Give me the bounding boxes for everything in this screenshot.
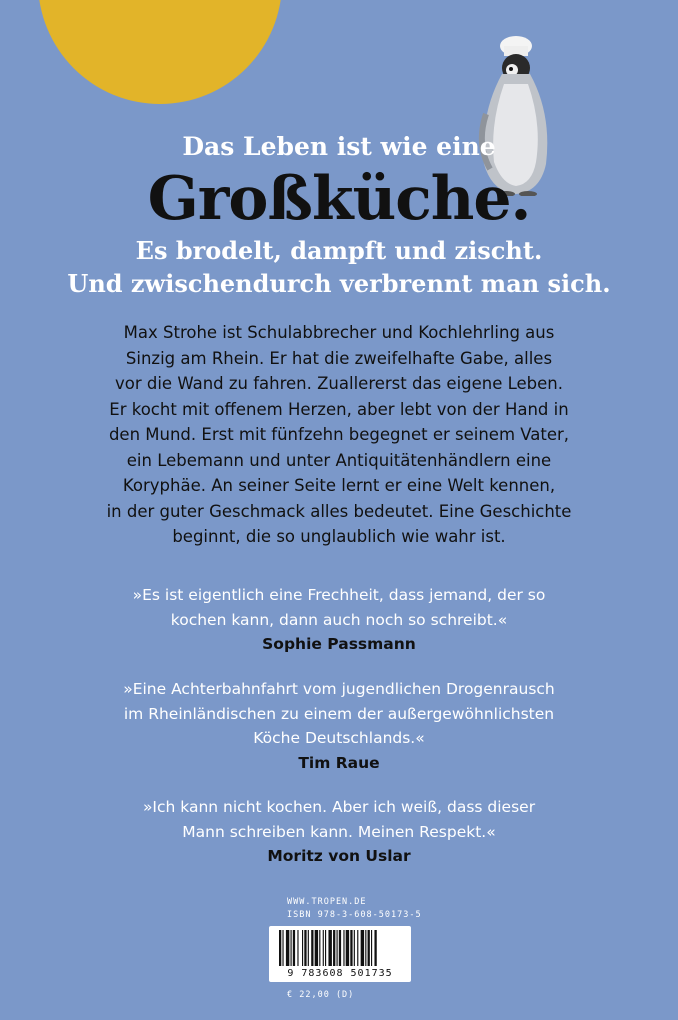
barcode-bar [286, 930, 289, 966]
quote-line: »Es ist eigentlich eine Frechheit, dass jemand, der so [132, 586, 546, 604]
barcode-bar [315, 930, 318, 966]
barcode-bar [361, 930, 364, 966]
barcode-bar [304, 930, 306, 966]
sun-circle [38, 0, 282, 104]
quote-line: Mann schreiben kann. Meinen Respekt.« [182, 822, 496, 841]
review-quote [70, 795, 608, 869]
headline-title: Großküche. [147, 164, 531, 234]
barcode-bar [350, 930, 352, 966]
review-quote [70, 583, 608, 657]
quote-line: Köche Deutschlands.« [253, 729, 425, 747]
blurb-line: ein Lebemann und unter Antiquitätenhändlern eine [126, 450, 552, 470]
blurb-line: Er kocht mit offenem Herzen, aber lebt von der Hand in [109, 399, 569, 419]
blurb-line: in der guter Geschmack alles bedeutet. Eine Geschichte [106, 501, 572, 521]
quote-line: im Rheinländischen zu einem der außergewöhnlichsten [123, 704, 555, 723]
barcode-bar [297, 930, 298, 966]
quote-author: Moritz von Uslar [267, 847, 411, 865]
headline-line-3: Es brodelt, dampft und zischt. [135, 236, 543, 265]
barcode-bar [323, 930, 324, 966]
publisher-website: WWW.TROPEN.DE [287, 897, 367, 907]
blurb-line: beginnt, die so unglaublich wie wahr ist. [172, 527, 506, 546]
blurb-line: Koryphäe. An seiner Seite lernt er eine Welt kennen, [122, 476, 556, 495]
quote-author: Tim Raue [298, 753, 380, 772]
blurb-line: Sinzig am Rhein. Er hat die zweifelhafte Gabe, alles [125, 348, 553, 368]
blurb-line: den Mund. Erst mit fünfzehn begegnet er seinem Vater, [108, 425, 570, 444]
quote-line: kochen kann, dann auch noch so schreibt.« [170, 610, 508, 629]
barcode-bar [325, 930, 326, 966]
barcode-bar [302, 930, 303, 966]
blurb-line: Max Strohe ist Schulabbrecher und Kochlehrling aus [123, 323, 555, 342]
headline-line-4: Und zwischendurch verbrennt man sich. [67, 269, 611, 298]
blurb-line: vor die Wand zu fahren. Zuallererst das eigene Leben. [114, 374, 564, 393]
barcode-bar [333, 930, 335, 966]
barcode-bar [293, 930, 295, 966]
barcode-bar [319, 930, 320, 966]
barcode-bar [354, 930, 355, 966]
barcode-bar [343, 930, 344, 966]
barcode-bar [311, 930, 313, 966]
barcode-bar [328, 930, 331, 966]
barcode-bar [282, 930, 283, 966]
price: € 22,00 (D) [287, 990, 355, 1000]
barcode-bar [365, 930, 366, 966]
barcode-bar [291, 930, 292, 966]
barcode-bar [279, 930, 281, 966]
barcode-bar [371, 930, 372, 966]
barcode-bar [346, 930, 349, 966]
barcode-bar [337, 930, 338, 966]
barcode-bar [374, 930, 376, 966]
isbn-number: ISBN 978-3-608-50173-5 [287, 910, 422, 920]
quote-line: »Eine Achterbahnfahrt vom jugendlichen Drogenrausch [123, 680, 555, 698]
barcode-bars [269, 926, 411, 970]
review-quote [70, 677, 608, 775]
quote-author: Sophie Passmann [262, 635, 416, 653]
barcode-bar [308, 930, 309, 966]
barcode-bar [339, 930, 341, 966]
quote-line: »Ich kann nicht kochen. Aber ich weiß, dass dieser [142, 798, 536, 816]
barcode-digits: 9 783608 501735 [287, 968, 393, 979]
barcode [269, 926, 411, 982]
headline-line-1: Das Leben ist wie eine [182, 132, 496, 161]
book-blurb [70, 320, 608, 550]
barcode-bar [368, 930, 370, 966]
barcode-bar [357, 930, 358, 966]
